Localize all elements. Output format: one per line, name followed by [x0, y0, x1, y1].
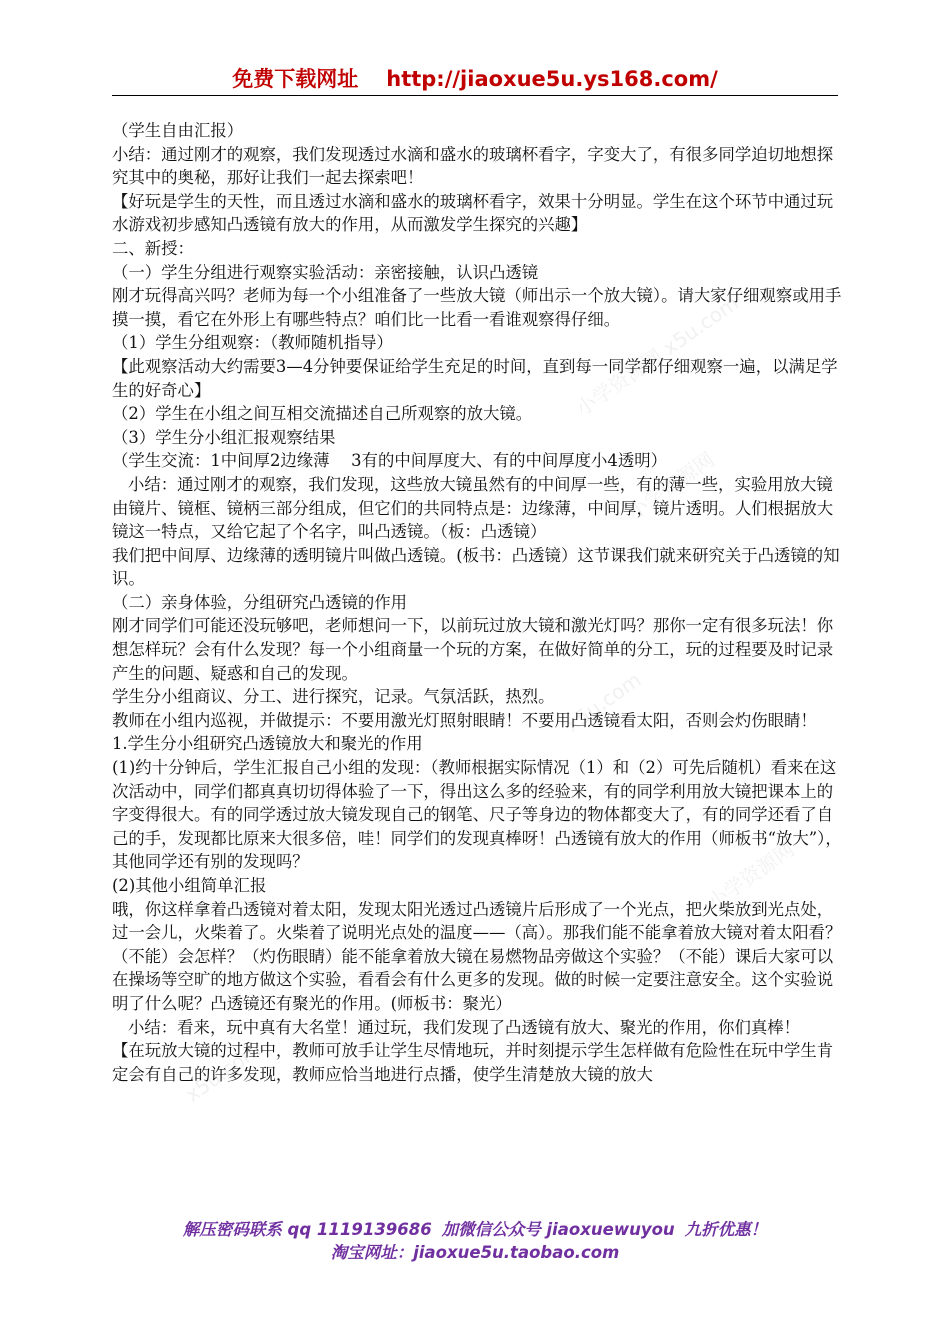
paragraph: (1)约十分钟后，学生汇报自己小组的发现：（教师根据实际情况（1）和（2）可先后随机）看来在这次活动中，同学们都真真切切得体验了一下，得出这么多的经验来，有的同学利用放大镜把课本上的字变得很大。有的同学透过放大镜发现自己的钢笔、尺子等身边的物体都变大了，有的同学还看了自己的手，发现都比原来大很多倍，哇！同学们的发现真棒呀！凸透镜有放大的作用（师板书“放大”），其他同学还有别的发现吗？ [112, 758, 842, 872]
paragraph: 哦，你这样拿着凸透镜对着太阳，发现太阳光透过凸透镜片后形成了一个光点，把火柴放到光点处，过一会儿，火柴着了。火柴着了说明光点处的温度——（高）。那我们能不能拿着放大镜对着太阳看？（不能）会怎样？（灼伤眼睛）能不能拿着放大镜在易燃物品旁做这个实验？（不能）课后大家可以在操场等空旷的地方做这个实验，看看会有什么更多的发现。做的时候一定要注意安全。这个实验说明了什么呢？凸透镜还有聚光的作用。(师板书：聚光） [112, 899, 842, 1013]
paragraph: 刚才玩得高兴吗？老师为每一个小组准备了一些放大镜（师出示一个放大镜）。请大家仔细观察或用手摸一摸，看它在外形上有哪些特点？咱们比一比看一看谁观察得仔细。 [112, 286, 842, 329]
download-header [112, 64, 838, 94]
paragraph: 小结：看来，玩中真有大名堂！通过玩，我们发现了凸透镜有放大、聚光的作用，你们真棒！ [128, 1017, 801, 1037]
paragraph: 1.学生分小组研究凸透镜放大和聚光的作用 [112, 734, 423, 754]
footer-discount: 九折优惠！ [684, 1220, 768, 1239]
watermark-logo: x5u.com [180, 1037, 266, 1107]
footer-password-contact: 解压密码联系 qq 1119139686 [182, 1220, 432, 1239]
paragraph: (2)其他小组简单汇报 [112, 876, 267, 895]
paragraph: 小结：通过刚才的观察，我们发现，这些放大镜虽然有的中间厚一些，有的薄一些，实验用放大镜由镜片、镜框、镜柄三部分组成，但它们的共同特点是：边缘薄，中间厚，镜片透明。人们根据放大镜这一特点，又给它起了个名字，叫凸透镜。（板：凸透镜） [112, 474, 834, 542]
paragraph: 学生分小组商议、分工、进行探究，记录。气氛活跃，热烈。 [112, 687, 555, 707]
watermark-logo: 小学资源网 [703, 837, 799, 915]
header-site-url[interactable]: http://jiaoxue5u.ys168.com/ [386, 67, 718, 91]
subsection-heading: （二）亲身体验，分组研究凸透镜的作用 [112, 592, 408, 612]
section-heading: 二、新授： [112, 238, 194, 258]
paragraph: （3）学生分小组汇报观察结果 [112, 427, 336, 447]
paragraph: （学生交流：1中间厚2边缘薄 3有的中间厚度大、有的中间厚度小4透明） [112, 451, 668, 471]
paragraph: 教师在小组内巡视，并做提示：不要用激光灯照射眼睛！不要用凸透镜看太阳，否则会灼伤眼睛！ [112, 710, 817, 730]
watermark-logo: 小学资源网 [623, 447, 719, 525]
footer-wechat: 加微信公众号 jiaoxuewuyou [441, 1220, 675, 1239]
paragraph: （2）学生在小组之间互相交流描述自己所观察的放大镜。 [112, 404, 533, 424]
paragraph: 【好玩是学生的天性，而且透过水滴和盛水的玻璃杯看字，效果十分明显。学生在这个环节中通过玩水游戏初步感知凸透镜有放大的作用，从而激发学生探究的兴趣】 [112, 191, 834, 235]
paragraph: 【此观察活动大约需要3—4分钟要保证给学生充足的时间，直到每一同学都仔细观察一遍，以满足学生的好奇心】 [112, 356, 838, 400]
paragraph: （1）学生分组观察：（教师随机指导） [112, 333, 393, 353]
watermark-logo: 小学资源网 x5u.com [571, 290, 743, 421]
paragraph: 小结：通过刚才的观察，我们发现透过水滴和盛水的玻璃杯看字，字变大了，有很多同学迫切地想探究其中的奥秘，那好让我们一起去探索吧！ [112, 144, 834, 188]
footer-contact-line [112, 1219, 838, 1241]
watermark-logo: x5u.com [560, 667, 646, 737]
paragraph: 【在玩放大镜的过程中，教师可放手让学生尽情地玩，并时刻提示学生怎样做有危险性在玩中学生肯定会有自己的许多发现，教师应恰当地进行点播，使学生清楚放大镜的放大 [112, 1041, 834, 1084]
subsection-heading: （一）学生分组进行观察实验活动：亲密接触，认识凸透镜 [112, 262, 539, 282]
document-body [112, 119, 842, 1086]
header-divider [112, 95, 838, 96]
footer-taobao-link[interactable]: 淘宝网址：jiaoxue5u.taobao.com [330, 1243, 620, 1262]
header-site-label: 免费下载网址 [232, 67, 359, 91]
paragraph: （学生自由汇报） [112, 121, 244, 140]
paragraph: 我们把中间厚、边缘薄的透明镜片叫做凸透镜。(板书：凸透镜）这节课我们就来研究关于凸透镜的知识。 [112, 545, 840, 589]
paragraph: 刚才同学们可能还没玩够吧，老师想问一下，以前玩过放大镜和激光灯吗？那你一定有很多玩法！你想怎样玩？会有什么发现？每一个小组商量一个玩的方案，在做好简单的分工，玩的过程要及时记录产生的问题、疑惑和自己的发现。 [112, 616, 834, 683]
